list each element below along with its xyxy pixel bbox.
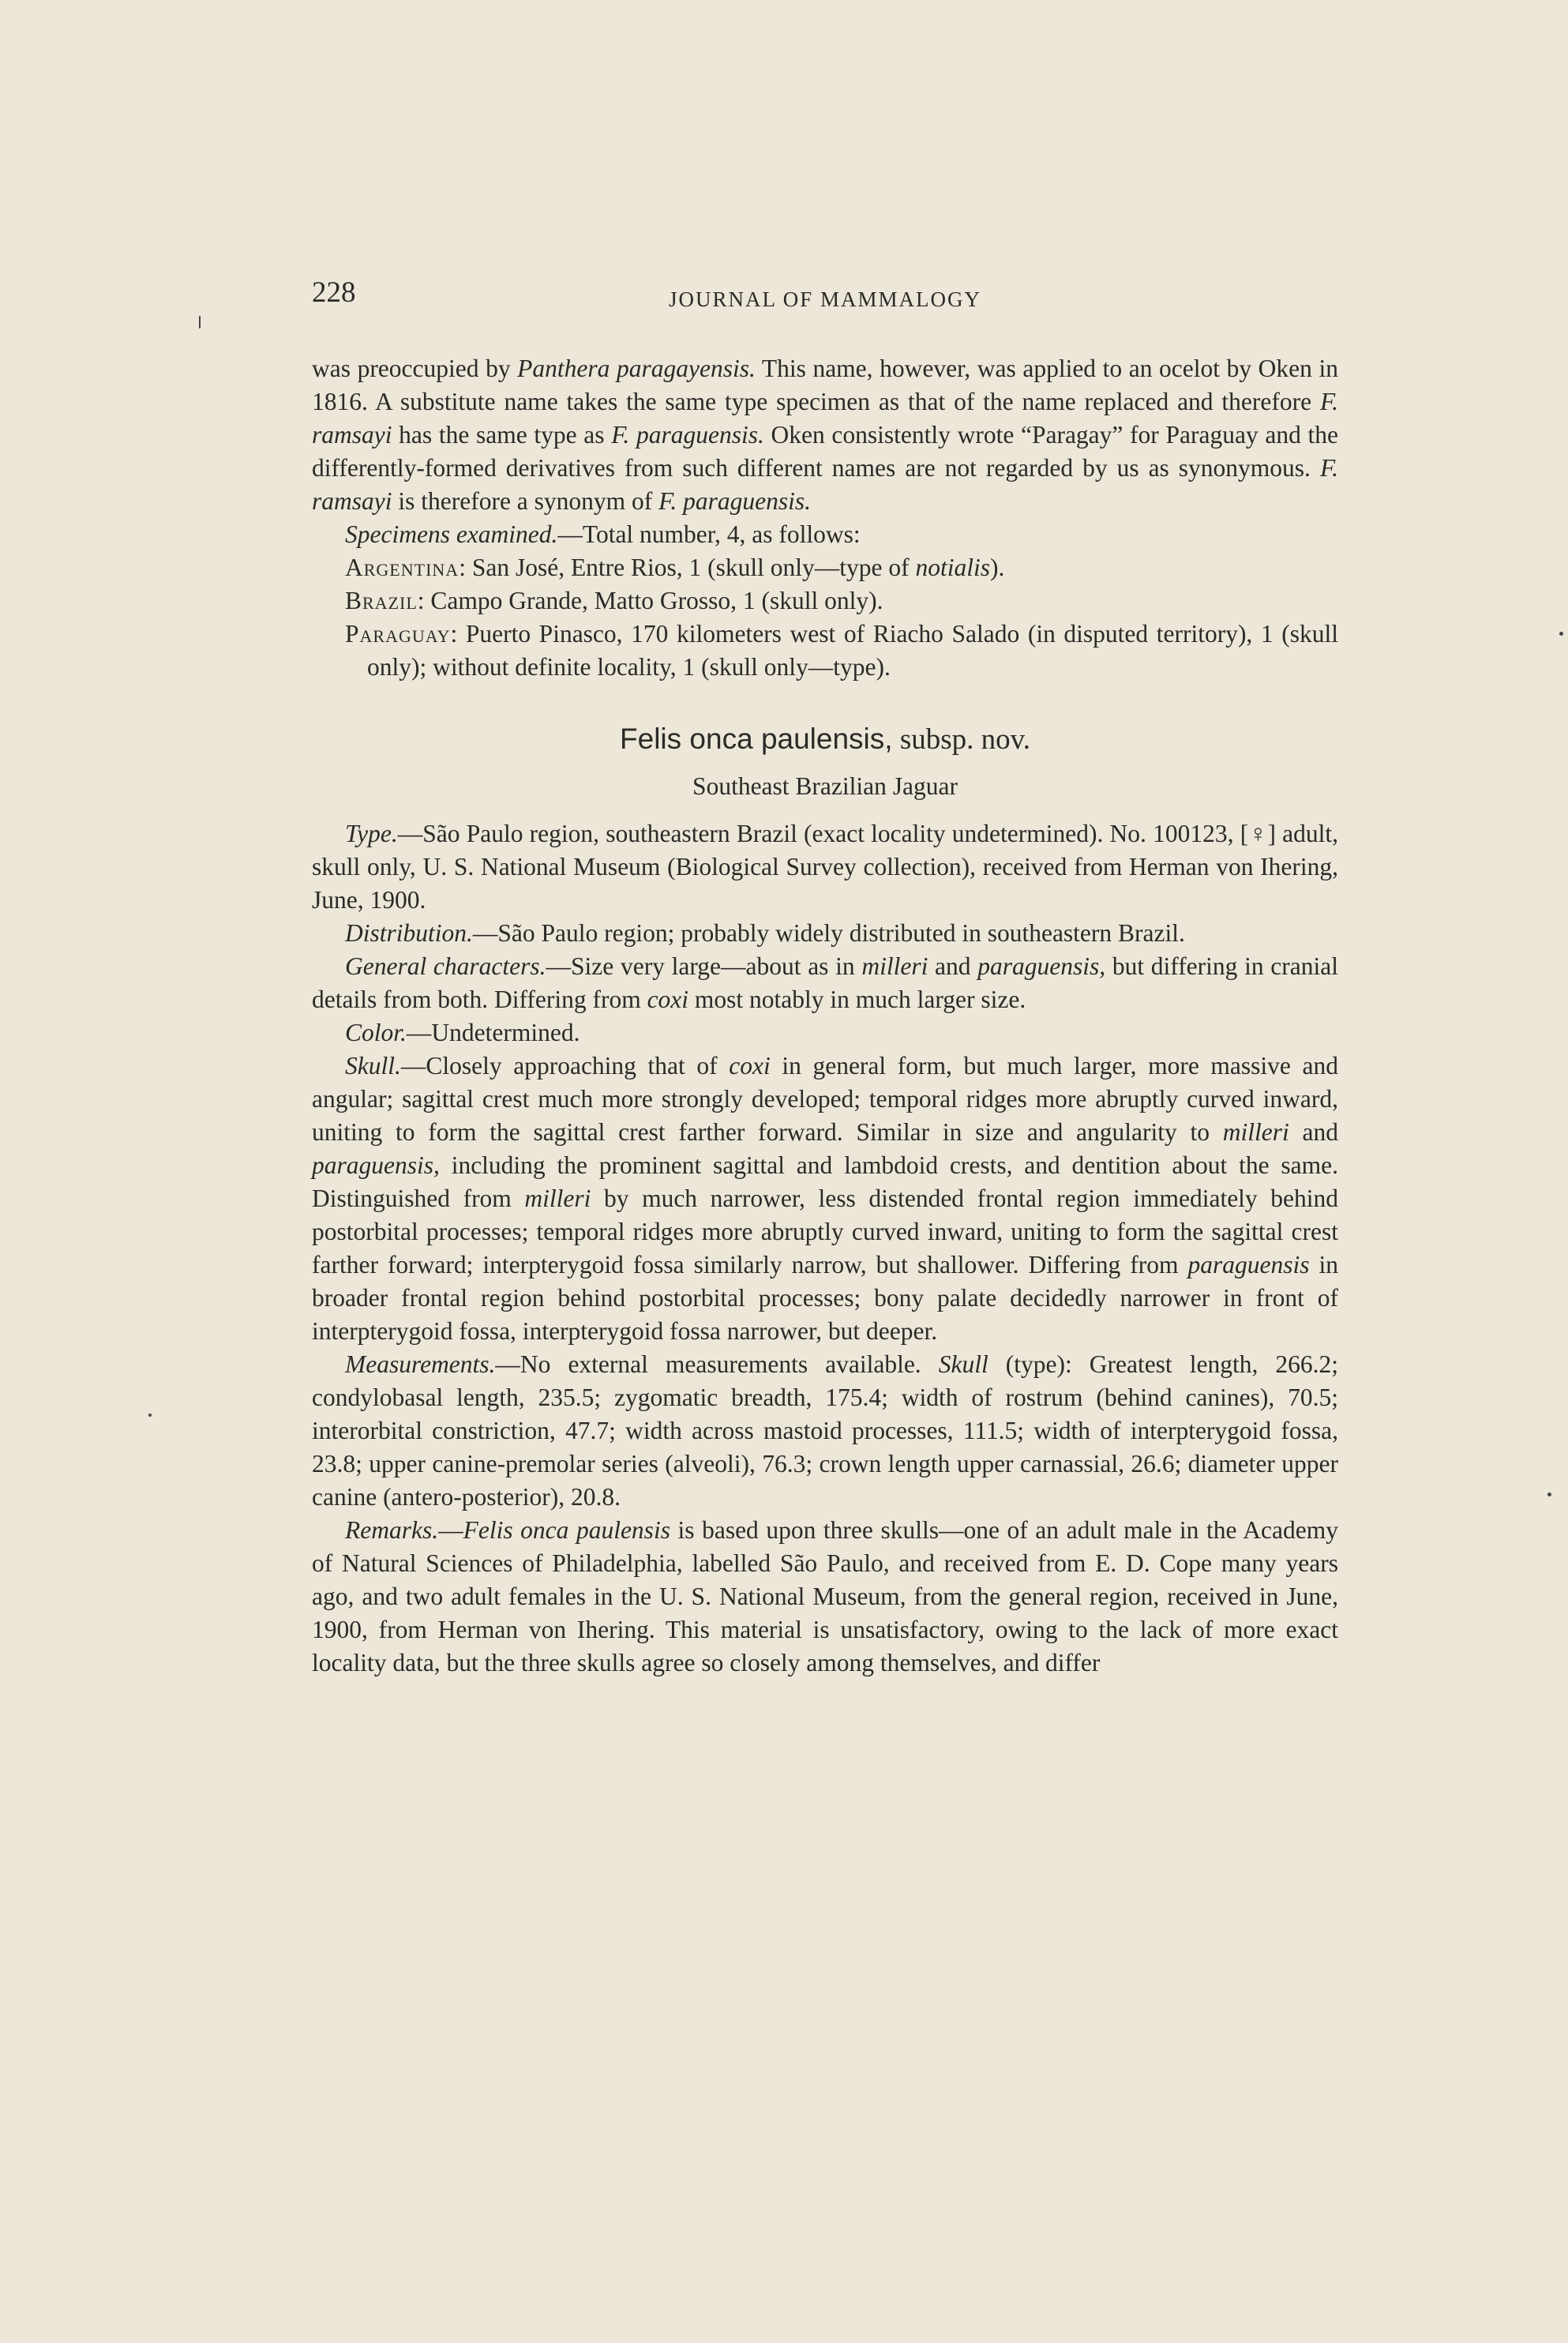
type-paragraph: Type.—São Paulo region, southeastern Brazil (exact locality undetermined). No. 100123, [♀] adult, skull only, U. S. National Museum (Biological Survey collection), received from Herman von Ihering, June, 1900. [312, 820, 1338, 914]
common-name: Southeast Brazilian Jaguar [692, 772, 958, 800]
page-number: 228 [312, 276, 356, 309]
general-characters-paragraph: General characters.—Size very large—about as in milleri and paraguensis, but differing in cranial details from both. Differing from coxi most notably in much larger size. [312, 952, 1338, 1013]
running-head: JOURNAL OF MAMMALOGY [668, 287, 982, 311]
specimen-paraguay: Paraguay: Puerto Pinasco, 170 kilometers west of Riacho Salado (in disputed territory), 1 (skull only); without definite locality, 1 (skull only—type). [345, 620, 1338, 681]
remarks-paragraph: Remarks.—Felis onca paulensis is based upon three skulls—one of an adult male in the Academy of Natural Sciences of Philadelphia, labelled São Paulo, and received from E. D. Cope many years ago, and two adult females in the U. S. National Museum, from the general region, received in June, 1900, from Herman von Ihering. This material is unsatisfactory, owing to the lack of more exact locality data, but the three skulls agree so closely among themselves, and differ [312, 1516, 1338, 1677]
color-paragraph: Color.—Undetermined. [345, 1019, 580, 1046]
specimen-argentina: Argentina: San José, Entre Rios, 1 (skull only—type of notialis). [345, 554, 1005, 581]
skull-paragraph: Skull.—Closely approaching that of coxi in general form, but much larger, more massive and angular; sagittal crest much more strongly developed; temporal ridges more abruptly curved inward, uniting to form the sagittal crest farther forward. Similar in size and angularity to milleri and paraguensis, including the prominent sagittal and lambdoid crests, and dentition about the same. Distinguished from milleri by much narrower, less distended frontal region immediately behind postorbital processes; temporal ridges more abruptly curved inward, uniting to form the sagittal crest farther forward; interpterygoid fossa similarly narrow, but shallower. Differing from paraguensis in broader frontal region behind postorbital processes; bony palate decidedly narrower in front of interpterygoid fossa, interpterygoid fossa narrower, but deeper. [312, 1052, 1339, 1345]
intro-paragraph: was preoccupied by Panthera paragayensis. This name, however, was applied to an ocelot by Oken in 1816. A substitute name takes the same type specimen as that of the name replaced and therefore F. ramsayi has the same type as F. paraguensis. Oken consistently wrote “Paragay” for Paraguay and the differently-formed derivatives from such different names are not regarded by us as synonymous. F. ramsayi is therefore a synonym of F. paraguensis. [312, 355, 1338, 515]
section-title: Felis onca paulensis, subsp. nov. [620, 723, 1030, 756]
distribution-paragraph: Distribution.—São Paulo region; probably widely distributed in southeastern Brazil. [345, 919, 1185, 947]
measurements-paragraph: Measurements.—No external measurements available. Skull (type): Greatest length, 266.2; condylobasal length, 235.5; zygomatic breadth, 175.4; width of rostrum (behind canines), 70.5; interorbital constriction, 47.7; width across mastoid processes, 111.5; width of interpterygoid fossa, 23.8; upper canine-premolar series (alveoli), 76.3; crown length upper carnassial, 26.6; diameter upper canine (antero-posterior), 20.8. [312, 1350, 1338, 1511]
page-speck [199, 316, 201, 329]
page [312, 276, 1338, 1680]
page-speck [1559, 632, 1563, 636]
page-header [312, 276, 1338, 324]
page-speck [1547, 1493, 1551, 1496]
page-speck [148, 1414, 152, 1417]
specimen-brazil: Brazil: Campo Grande, Matto Grosso, 1 (skull only). [345, 587, 883, 614]
specimens-paragraph: Specimens examined.—Total number, 4, as follows: [345, 520, 861, 548]
